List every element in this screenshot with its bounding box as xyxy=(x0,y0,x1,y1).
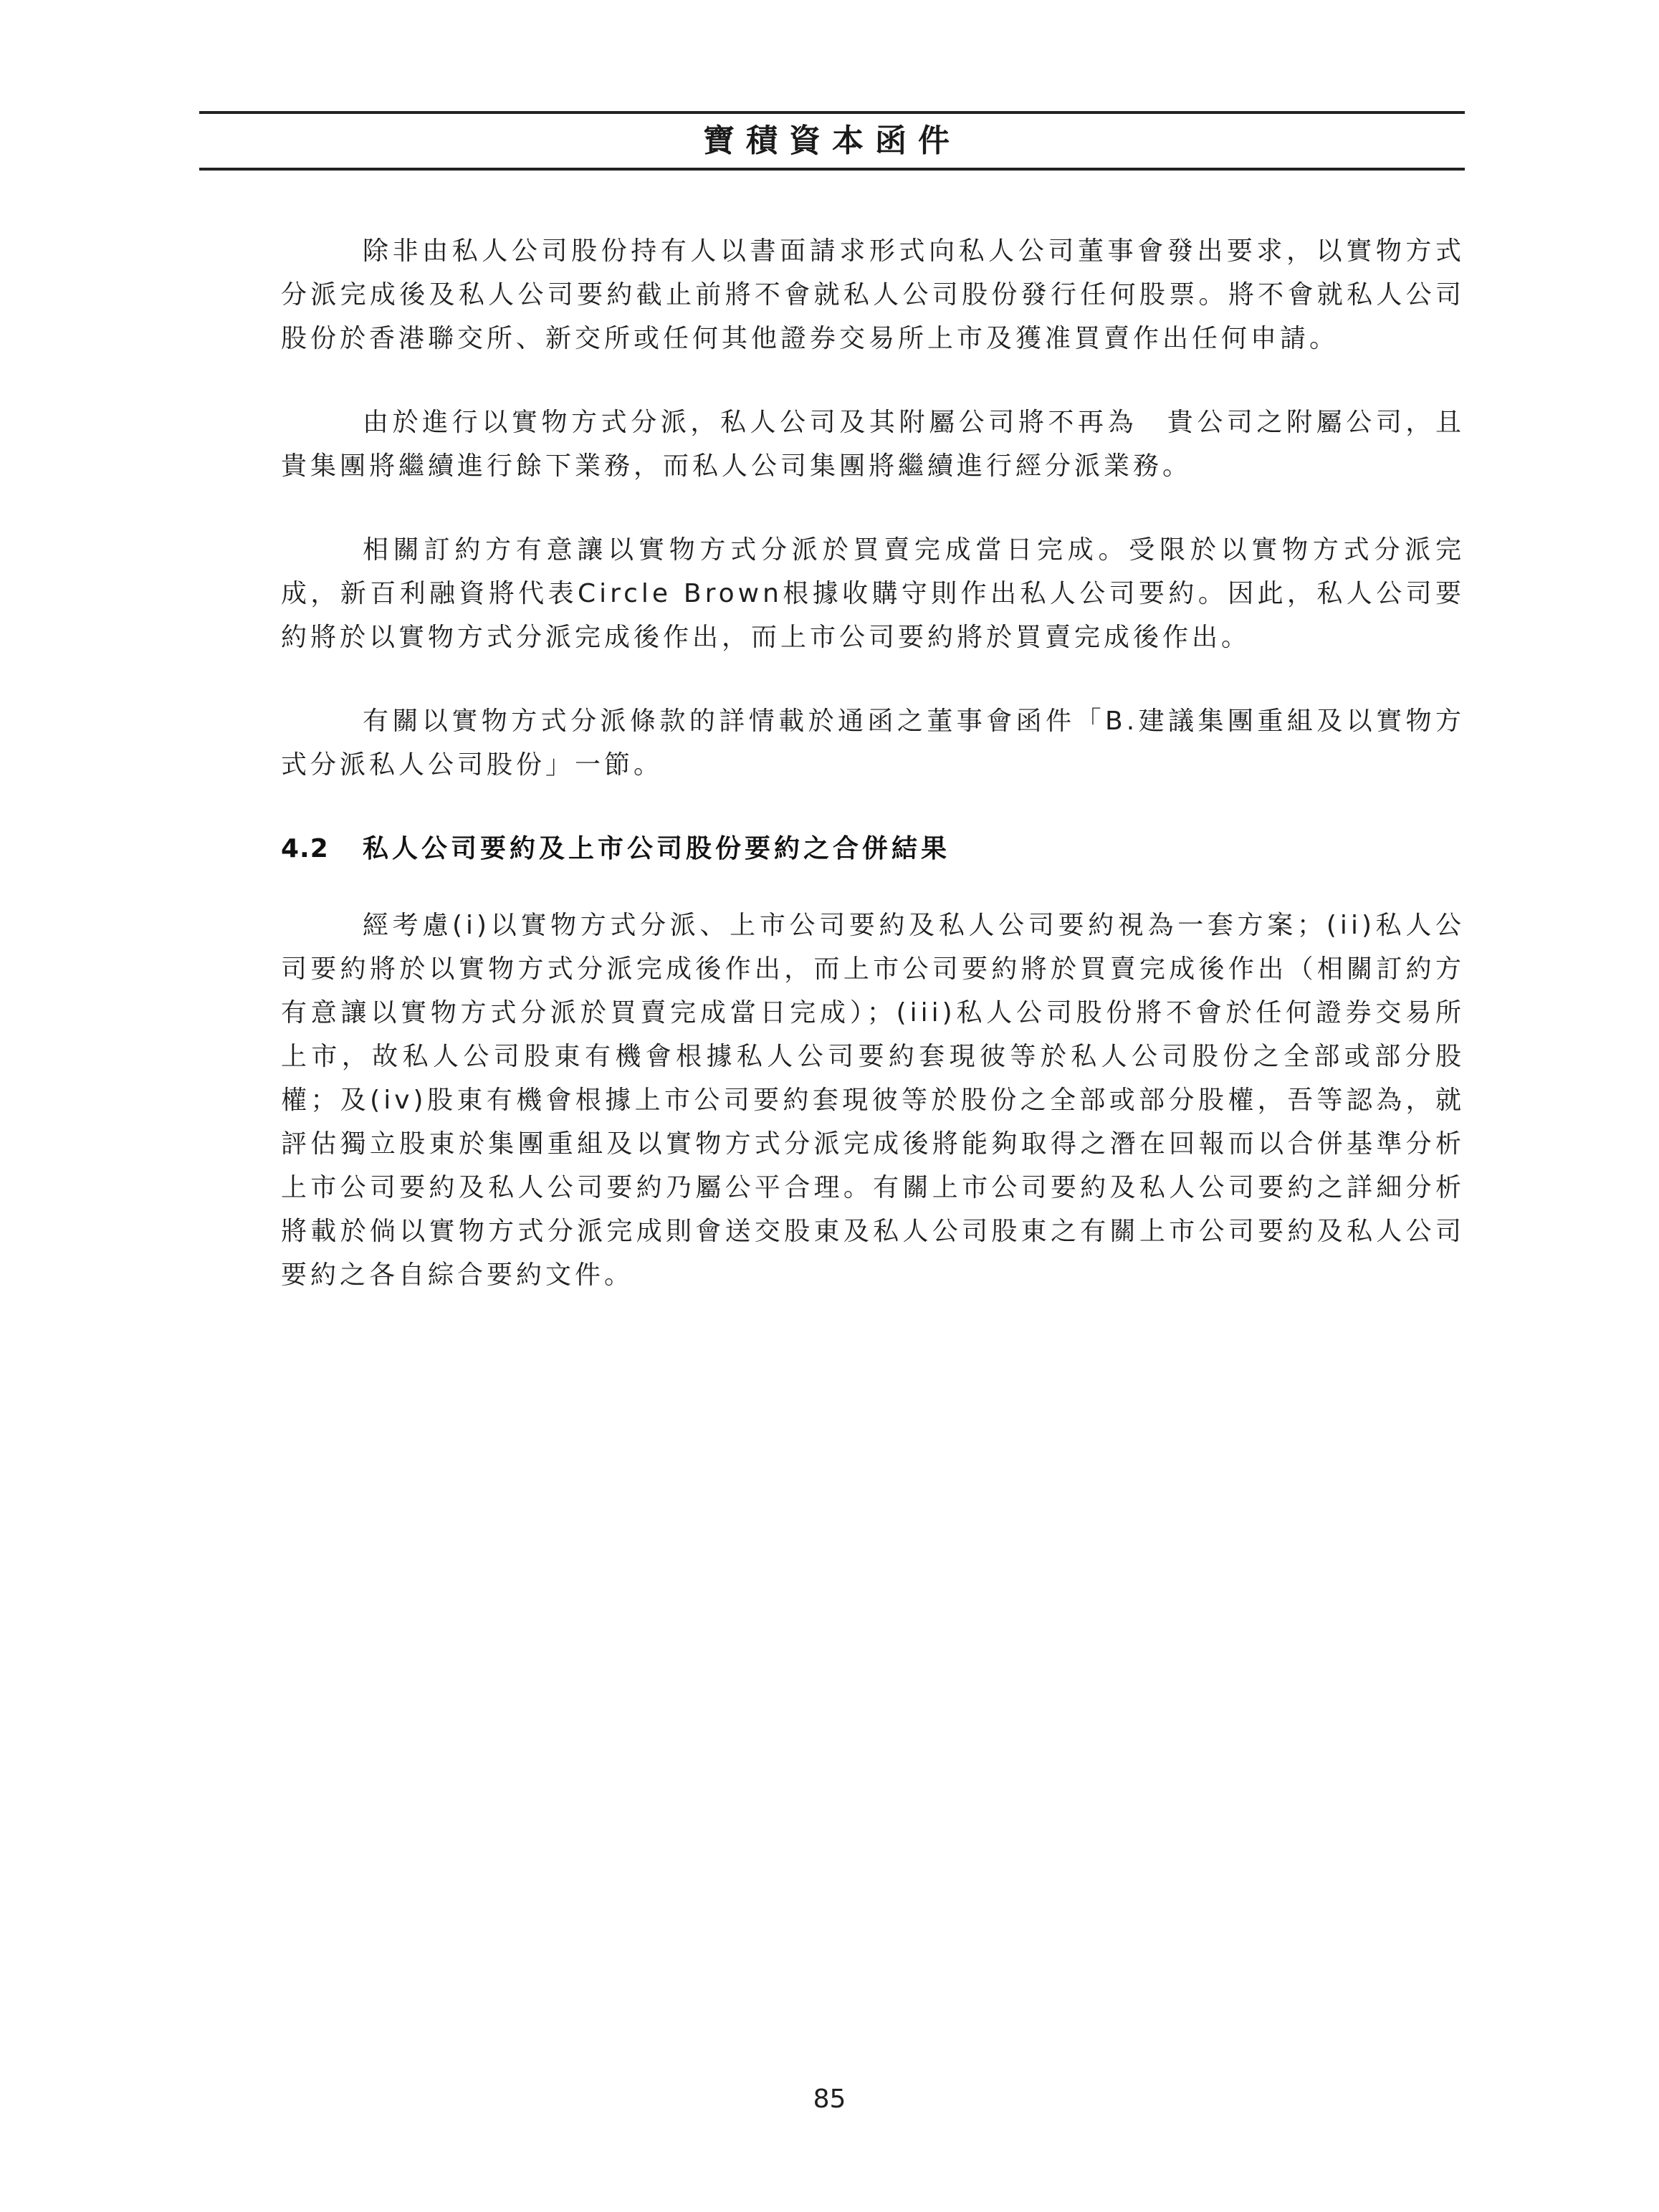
section-number: 4.2 xyxy=(281,834,329,863)
paragraph-offer-timing: 相關訂約方有意讓以實物方式分派於買賣完成當日完成。受限於以實物方式分派完成，新百利融資將代表Circle Brown根據收購守則作出私人公司要約。因此，私人公司要約將於以實物方式分派完成後作出，而上市公司要約將於買賣完成後作出。 xyxy=(281,535,1465,652)
paragraph-distribution-terms: 有關以實物方式分派條款的詳情載於通函之董事會函件「B.建議集團重組及以實物方式分派私人公司股份」一節。 xyxy=(281,707,1465,780)
document-body xyxy=(281,229,1495,1337)
page-number: 85 xyxy=(813,2084,846,2114)
header-top-rule xyxy=(199,111,1465,114)
header-bottom-rule xyxy=(199,168,1465,171)
section-heading xyxy=(281,827,1465,871)
section-title: 私人公司要約及上市公司股份要約之合併結果 xyxy=(363,834,951,863)
page-header-title: 寶積資本函件 xyxy=(703,123,961,159)
paragraph-combined-analysis: 經考慮(i)以實物方式分派、上市公司要約及私人公司要約視為一套方案；(ii)私人公司要約將於以實物方式分派完成後作出，而上市公司要約將於買賣完成後作出（相關訂約方有意讓以實物方式分派於買賣完成當日完成）；(iii)私人公司股份將不會於任何證券交易所上市，故私人公司股東有機會根據私人公司要約套現彼等於私人公司股份之全部或部分股權；及(iv)股東有機會根據上市公司要約套現彼等於股份之全部或部分股權，吾等認為，就評估獨立股東於集團重組及以實物方式分派完成後將能夠取得之潛在回報而以合併基準分析上市公司要約及私人公司要約乃屬公平合理。有關上市公司要約及私人公司要約之詳細分析將載於倘以實物方式分派完成則會送交股東及私人公司股東之有關上市公司要約及私人公司要約之各自綜合要約文件。 xyxy=(281,911,1465,1290)
paragraph-share-certificates: 除非由私人公司股份持有人以書面請求形式向私人公司董事會發出要求，以實物方式分派完成後及私人公司要約截止前將不會就私人公司股份發行任何股票。將不會就私人公司股份於香港聯交所、新交所或任何其他證券交易所上市及獲准買賣作出任何申請。 xyxy=(281,236,1465,353)
paragraph-subsidiary-status: 由於進行以實物方式分派，私人公司及其附屬公司將不再為 貴公司之附屬公司，且 貴集團將繼續進行餘下業務，而私人公司集團將繼續進行經分派業務。 xyxy=(281,408,1495,481)
